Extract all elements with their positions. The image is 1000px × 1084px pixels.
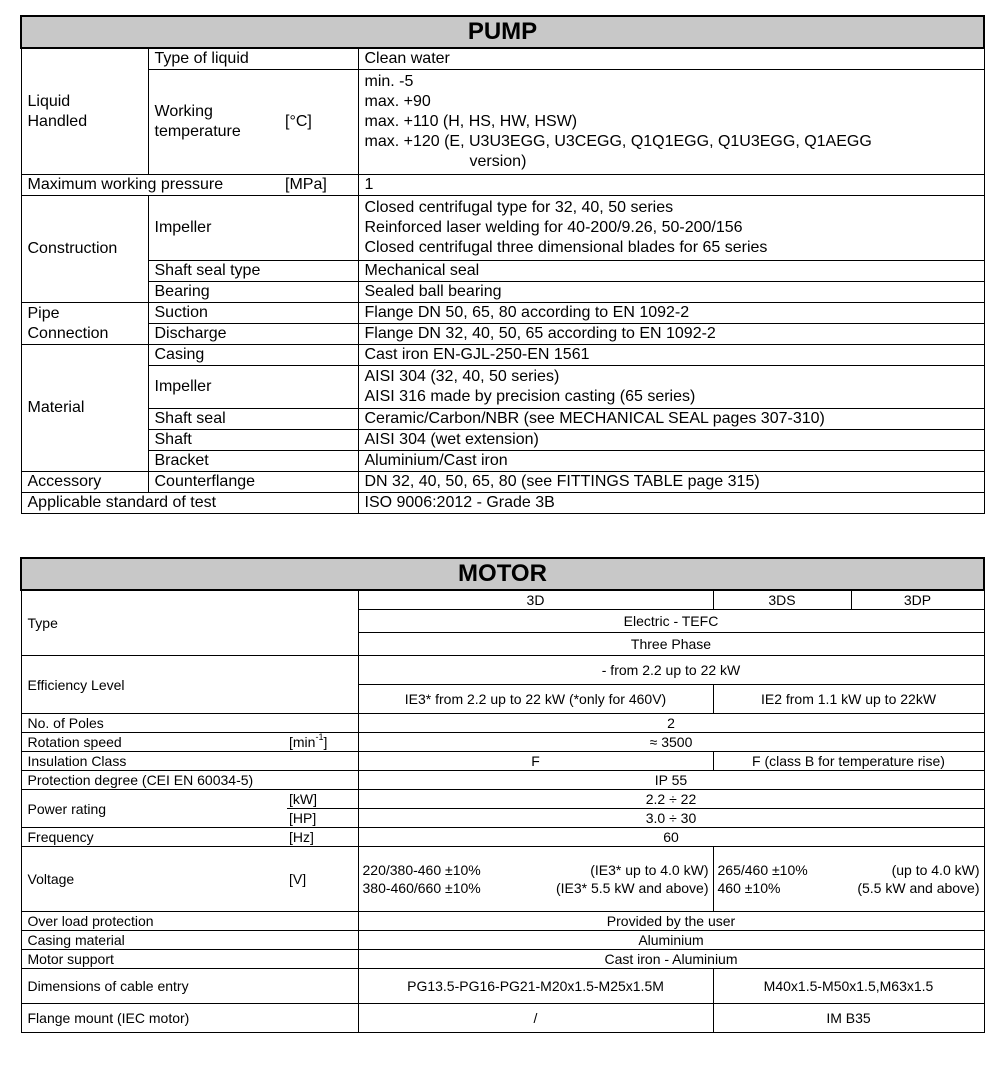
impeller-line: Closed centrifugal three dimensional blades for 65 series	[364, 239, 768, 256]
poles-value: 2	[358, 714, 984, 733]
suction-value: Flange DN 50, 65, 80 according to EN 1092-2	[358, 303, 984, 324]
bearing-label: Bearing	[148, 282, 358, 303]
efficiency-value-1: - from 2.2 up to 22 kW	[358, 656, 984, 685]
insulation-3d: F	[358, 752, 713, 771]
bracket-value: Aluminium/Cast iron	[358, 451, 984, 472]
voltage-3ds-l2b: (5.5 kW and above)	[857, 880, 980, 896]
insulation-3ds: F (class B for temperature rise)	[713, 752, 984, 771]
poles-label: No. of Poles	[21, 714, 358, 733]
bracket-label: Bracket	[148, 451, 358, 472]
overload-value: Provided by the user	[358, 912, 984, 931]
material-label: Material	[21, 345, 148, 472]
suction-label: Suction	[148, 303, 358, 324]
rotation-label: Rotation speed	[21, 733, 287, 752]
shaft-value: AISI 304 (wet extension)	[358, 430, 984, 451]
voltage-3ds-l2a: 460 ±10%	[717, 880, 781, 896]
discharge-value: Flange DN 32, 40, 50, 65 according to EN 1092-2	[358, 324, 984, 345]
temp-line: version)	[469, 153, 527, 170]
casing-value: Cast iron EN-GJL-250-EN 1561	[358, 345, 984, 366]
standard-value: ISO 9006:2012 - Grade 3B	[358, 493, 984, 514]
col-3dp: 3DP	[851, 590, 984, 610]
working-temperature-unit: [°C]	[283, 70, 358, 175]
discharge-label: Discharge	[148, 324, 358, 345]
shaft-seal-type-value: Mechanical seal	[358, 261, 984, 282]
temp-line: min. -5	[364, 73, 414, 90]
shaft-label: Shaft	[148, 430, 358, 451]
power-unit-kw: [kW]	[287, 790, 358, 809]
shaft-seal-type-label: Shaft seal type	[148, 261, 358, 282]
accessory-label: Accessory	[21, 472, 148, 493]
rotation-unit-sup: -1	[315, 732, 324, 742]
mat-impeller-line: AISI 304 (32, 40, 50 series)	[364, 368, 560, 385]
cable-3d: PG13.5-PG16-PG21-M20x1.5-M25x1.5M	[358, 969, 713, 1004]
pump-title: PUMP	[21, 16, 984, 48]
support-label: Motor support	[21, 950, 358, 969]
mat-impeller-line: AISI 316 made by precision casting (65 series)	[364, 388, 696, 405]
protection-label: Protection degree (CEI EN 60034-5)	[21, 771, 358, 790]
voltage-3d	[358, 847, 713, 912]
impeller-line: Reinforced laser welding for 40-200/9.26, 50-200/156	[364, 219, 743, 236]
protection-value: IP 55	[358, 771, 984, 790]
rotation-unit-text: [min	[289, 734, 316, 750]
shaft-seal-value: Ceramic/Carbon/NBR (see MECHANICAL SEAL pages 307-310)	[358, 409, 984, 430]
rotation-unit-end: ]	[323, 734, 328, 750]
counterflange-label: Counterflange	[148, 472, 358, 493]
type-value-2: Three Phase	[358, 633, 984, 656]
counterflange-value: DN 32, 40, 50, 65, 80 (see FITTINGS TABLE page 315)	[358, 472, 984, 493]
temp-line: max. +120 (E, U3U3EGG, U3CEGG, Q1Q1EGG, Q1U3EGG, Q1AEGG	[364, 133, 872, 150]
working-temperature-label: Working temperature	[148, 70, 283, 175]
construction-label: Construction	[21, 196, 148, 303]
power-value-hp: 3.0 ÷ 30	[358, 809, 984, 828]
impeller-line: Closed centrifugal type for 32, 40, 50 series	[364, 199, 674, 216]
insulation-label: Insulation Class	[21, 752, 358, 771]
pump-table	[20, 15, 985, 514]
rotation-value: ≈ 3500	[358, 733, 984, 752]
col-3d: 3D	[358, 590, 713, 610]
power-value-kw: 2.2 ÷ 22	[358, 790, 984, 809]
col-3ds: 3DS	[713, 590, 851, 610]
casing-material-value: Aluminium	[358, 931, 984, 950]
impeller-value	[358, 196, 984, 261]
rotation-unit	[287, 733, 358, 752]
voltage-label: Voltage	[21, 847, 287, 912]
standard-label: Applicable standard of test	[21, 493, 358, 514]
voltage-3d-l1a: 220/380-460 ±10%	[362, 862, 481, 878]
efficiency-3ds: IE2 from 1.1 kW up to 22kW	[713, 685, 984, 714]
voltage-3d-l2b: (IE3* 5.5 kW and above)	[555, 880, 709, 896]
pipe-connection-label: Pipe Connection	[21, 303, 148, 345]
shaft-seal-label: Shaft seal	[148, 409, 358, 430]
overload-label: Over load protection	[21, 912, 358, 931]
max-pressure-label: Maximum working pressure	[21, 175, 283, 196]
casing-label: Casing	[148, 345, 358, 366]
voltage-3ds	[713, 847, 984, 912]
frequency-label: Frequency	[21, 828, 287, 847]
type-label: Type	[21, 590, 358, 656]
flange-3d: /	[358, 1004, 713, 1033]
impeller-label: Impeller	[148, 196, 358, 261]
casing-material-label: Casing material	[21, 931, 358, 950]
bearing-value: Sealed ball bearing	[358, 282, 984, 303]
max-pressure-value: 1	[358, 175, 984, 196]
voltage-3ds-l1b: (up to 4.0 kW)	[891, 862, 980, 878]
type-of-liquid-value: Clean water	[358, 48, 984, 70]
efficiency-3d: IE3* from 2.2 up to 22 kW (*only for 460V)	[358, 685, 713, 714]
liquid-handled-label: Liquid Handled	[21, 48, 148, 175]
power-unit-hp: [HP]	[287, 809, 358, 828]
flange-label: Flange mount (IEC motor)	[21, 1004, 358, 1033]
power-label: Power rating	[21, 790, 287, 828]
voltage-unit: [V]	[287, 847, 358, 912]
support-value: Cast iron - Aluminium	[358, 950, 984, 969]
voltage-3d-l2a: 380-460/660 ±10%	[362, 880, 481, 896]
voltage-3d-l1b: (IE3* up to 4.0 kW)	[590, 862, 709, 878]
flange-3ds: IM B35	[713, 1004, 984, 1033]
cable-label: Dimensions of cable entry	[21, 969, 358, 1004]
max-pressure-unit: [MPa]	[283, 175, 358, 196]
frequency-unit: [Hz]	[287, 828, 358, 847]
material-impeller-label: Impeller	[148, 366, 358, 409]
motor-table	[20, 557, 985, 1033]
frequency-value: 60	[358, 828, 984, 847]
type-value-1: Electric - TEFC	[358, 610, 984, 633]
temp-line: max. +110 (H, HS, HW, HSW)	[364, 113, 578, 130]
type-of-liquid-label: Type of liquid	[148, 48, 358, 70]
material-impeller-value	[358, 366, 984, 409]
motor-title: MOTOR	[21, 558, 984, 590]
temp-line: max. +90	[364, 93, 431, 110]
efficiency-label: Efficiency Level	[21, 656, 358, 714]
voltage-3ds-l1a: 265/460 ±10%	[717, 862, 808, 878]
cable-3ds: M40x1.5-M50x1.5,M63x1.5	[713, 969, 984, 1004]
working-temperature-value	[358, 70, 984, 175]
